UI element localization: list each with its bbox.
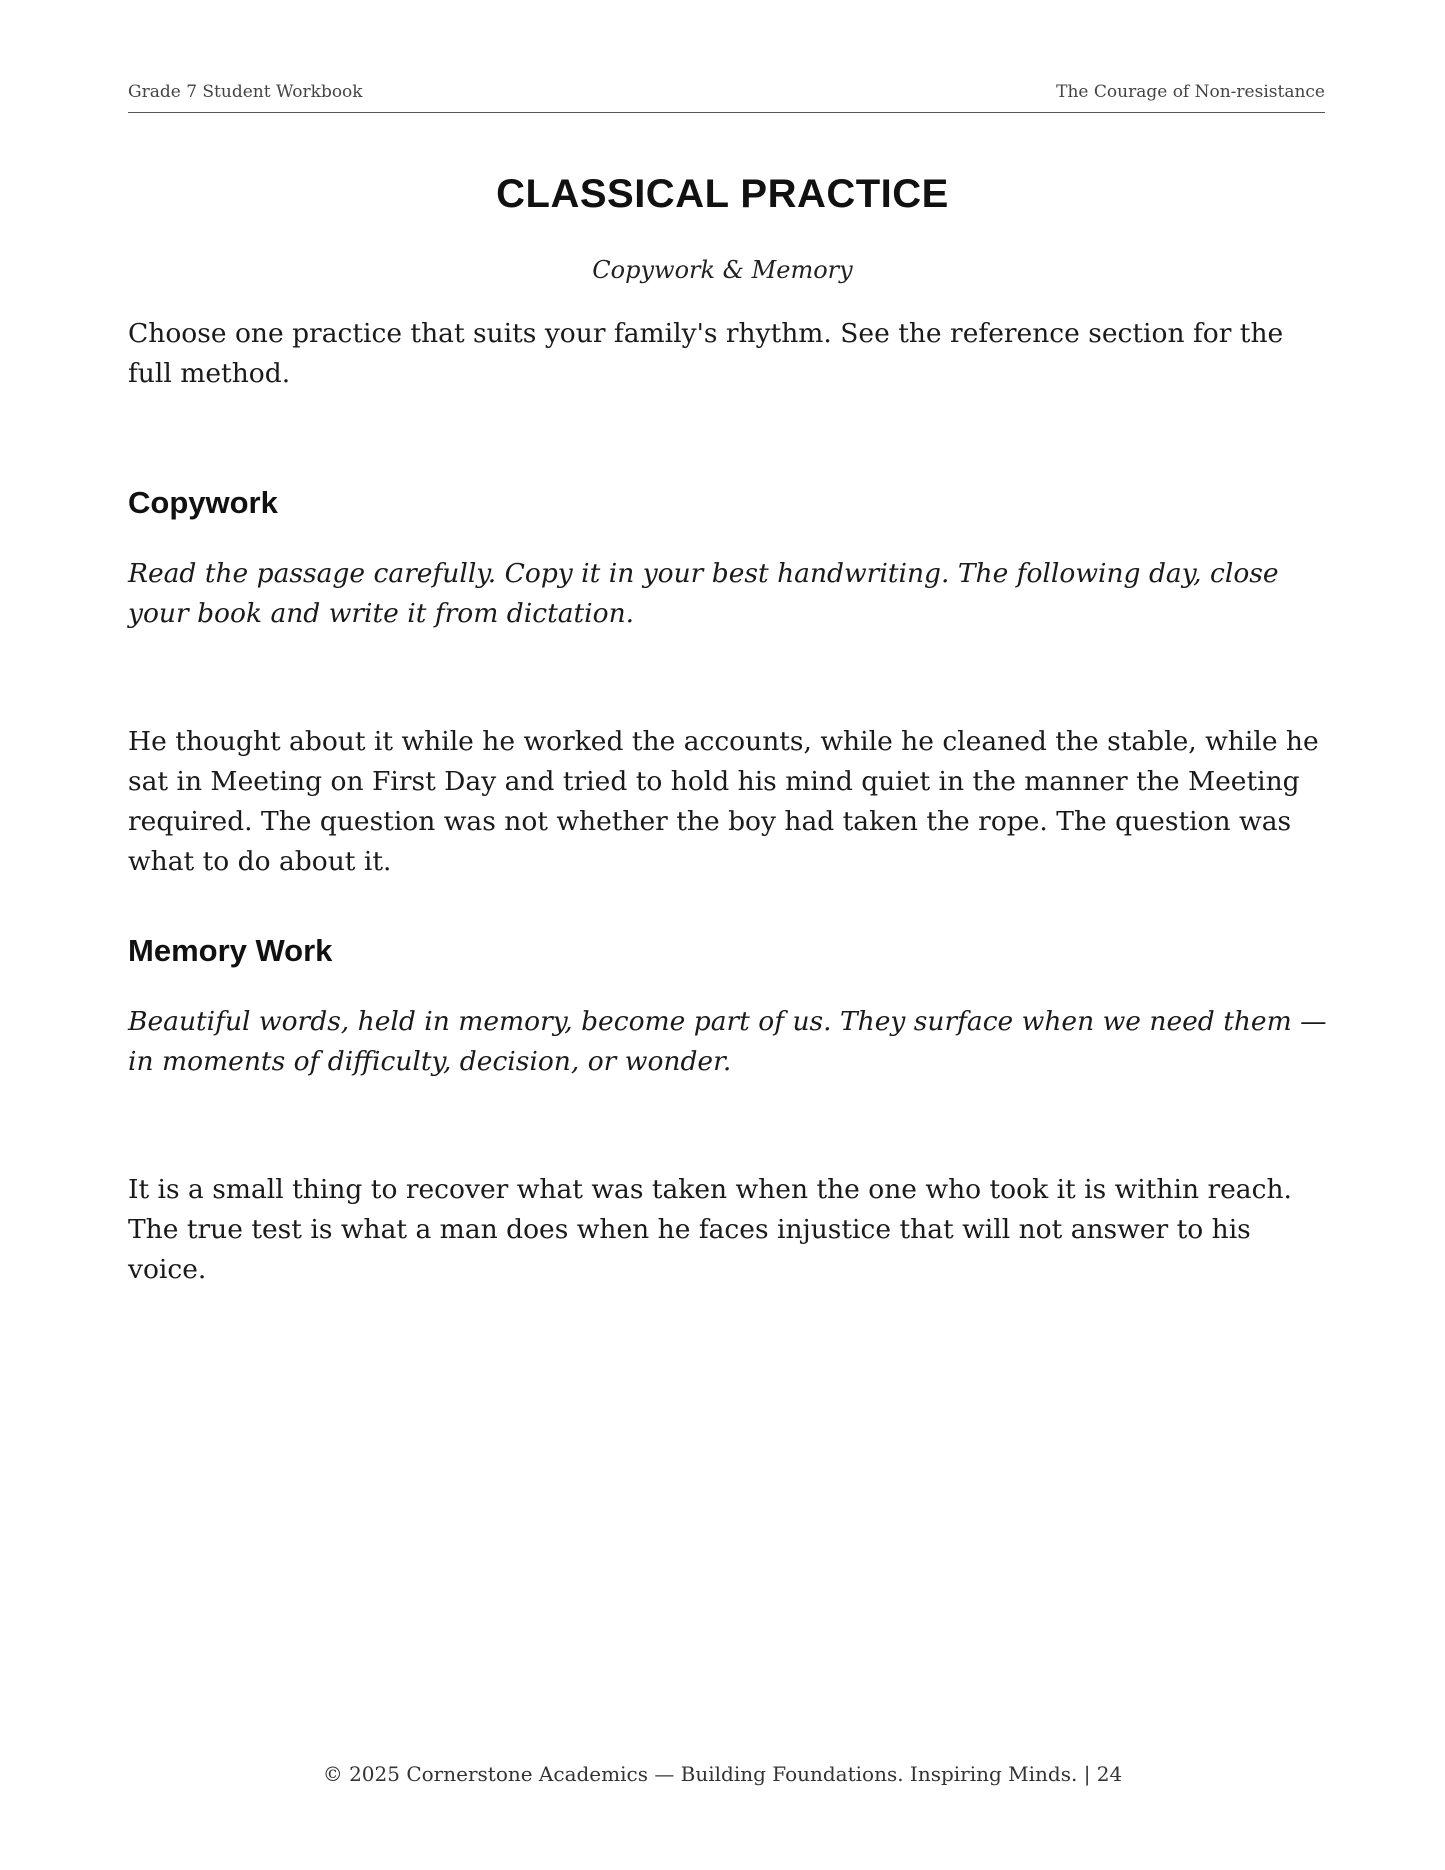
memory-work-instructions: Beautiful words, held in memory, become part of us. They surface when we need them — in moments of difficulty, decision, or wonder. bbox=[128, 1006, 1327, 1077]
header-lesson-title: The Courage of Non-resistance bbox=[1056, 82, 1325, 102]
memory-work-heading: Memory Work bbox=[128, 933, 333, 968]
page-subtitle: Copywork & Memory bbox=[592, 256, 853, 284]
intro-paragraph: Choose one practice that suits your family's rhythm. See the reference section for the full method. bbox=[128, 318, 1284, 389]
page-header bbox=[128, 82, 1325, 113]
copywork-instructions: Read the passage carefully. Copy it in your best handwriting. The following day, close your book and write it from dictation. bbox=[128, 558, 1279, 629]
page-footer: © 2025 Cornerstone Academics — Building Foundations. Inspiring Minds. | 24 bbox=[322, 1762, 1123, 1786]
copywork-passage: He thought about it while he worked the accounts, while he cleaned the stable, while he sat in Meeting on First Day and tried to hold his mind quiet in the manner the Meeting required. The question was not whether the boy had taken the rope. The question was what to do about it. bbox=[128, 726, 1319, 877]
header-workbook-title: Grade 7 Student Workbook bbox=[128, 82, 363, 102]
copywork-heading: Copywork bbox=[128, 485, 278, 520]
memory-work-passage: It is a small thing to recover what was taken when the one who took it is within reach. The true test is what a man does when he faces injustice that will not answer to his voice. bbox=[128, 1174, 1292, 1285]
page-title: CLASSICAL PRACTICE bbox=[496, 172, 949, 216]
